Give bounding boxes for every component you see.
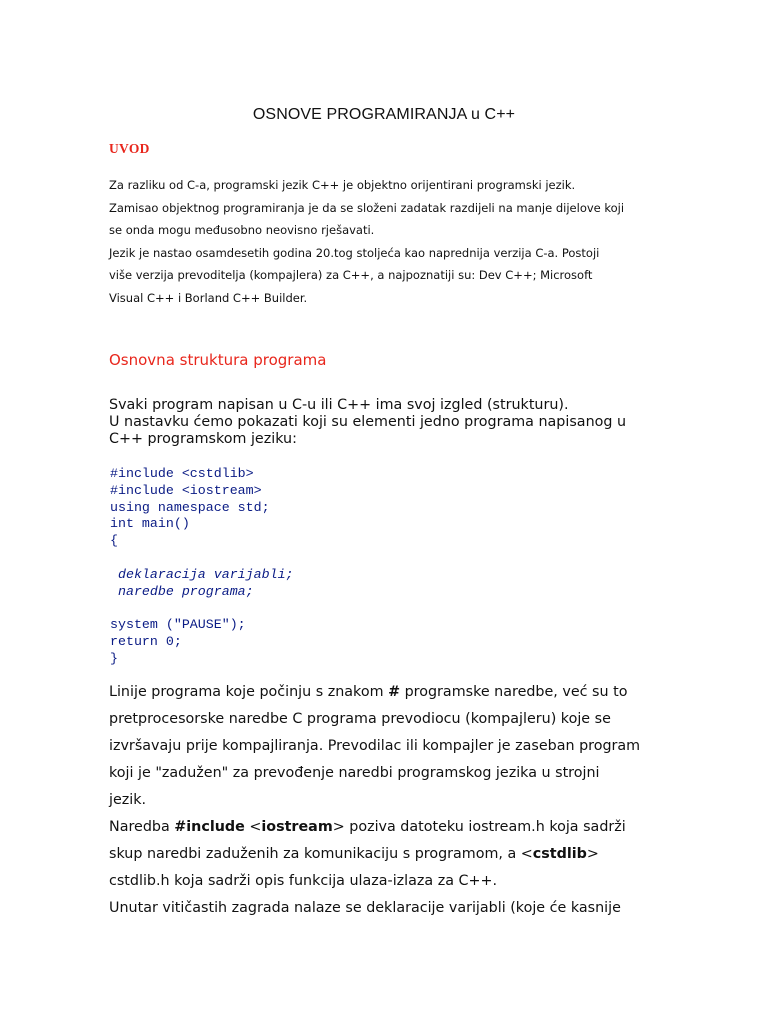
text-run: programske naredbe, već su to [400,684,628,700]
body-line: Unutar vitičastih zagrada nalaze se deklaracije varijabli (koje će kasnije [109,900,621,916]
code-line: return 0; [110,633,182,649]
code-line: using namespace std; [110,499,270,515]
paragraph-line: C++ programskom jeziku: [109,431,297,447]
body-line [109,841,729,868]
code-blank-line [110,600,294,617]
body-line: pretprocesorske naredbe C programa prevodiocu (kompajleru) koje se [109,711,611,727]
intro-line: se onda mogu međusobno neovisno rješavati. [109,223,375,237]
intro-paragraph [109,174,709,309]
code-block [110,466,294,668]
code-blank-line [110,550,294,567]
body-line [109,679,729,706]
code-line: } [110,650,118,666]
text-run: Linije programa koje počinju s znakom [109,684,389,700]
intro-line: Visual C++ i Borland C++ Builder. [109,290,308,305]
code-line: int main() [110,516,190,532]
text-run: > [586,846,599,862]
intro-line: Zamisao objektnog programiranja je da se složeni zadatak razdijeli na manje dijelove koji [109,200,625,215]
bold-run: # [388,684,401,700]
text-run: Naredba [109,819,175,835]
body-line: izvršavaju prije kompajliranja. Prevodilac ili kompajler je zaseban program [109,738,641,754]
body-line: jezik. [109,792,147,808]
intro-line: Jezik je nastao osamdesetih godina 20.tog stoljeća kao naprednija verzija C-a. Postoji [109,245,600,260]
paragraph-line: U nastavku ćemo pokazati koji su elementi jedno programa napisanog u [109,414,627,430]
uvod-heading: UVOD [109,141,150,156]
code-line: { [110,533,118,549]
code-line: naredbe programa; [110,583,254,599]
text-run: skup naredbi zaduženih za komunikaciju s programom, a < [109,846,533,862]
bold-run: #include [174,819,245,835]
bold-run: cstdlib [532,846,587,862]
text-run: > poziva datoteku iostream.h koja sadrži [332,819,626,835]
section-heading-structure: Osnovna struktura programa [109,351,327,369]
code-line: #include <iostream> [110,482,262,498]
explanation-paragraph [109,679,729,922]
text-run: < [244,819,262,835]
bold-run: iostream [261,819,333,835]
page-title: OSNOVE PROGRAMIRANJA u C++ [252,106,516,123]
paragraph-line: Svaki program napisan u C-u ili C++ ima svoj izgled (strukturu). [109,397,569,413]
structure-paragraph [109,397,729,448]
body-line: cstdlib.h koja sadrži opis funkcija ulaza-izlaza za C++. [109,873,498,889]
intro-line: više verzija prevoditelja (kompajlera) za C++, a najpoznatiji su: Dev C++; Microsoft [109,268,593,282]
code-line: #include <cstdlib> [110,466,254,481]
code-line: deklaracija varijabli; [110,566,294,582]
intro-line: Za razliku od C-a, programski jezik C++ je objektno orijentirani programski jezik. [109,178,576,192]
code-line: system ("PAUSE"); [110,617,246,633]
body-line: koji je "zadužen" za prevođenje naredbi programskog jezika u strojni [109,765,600,781]
body-line [109,814,729,841]
